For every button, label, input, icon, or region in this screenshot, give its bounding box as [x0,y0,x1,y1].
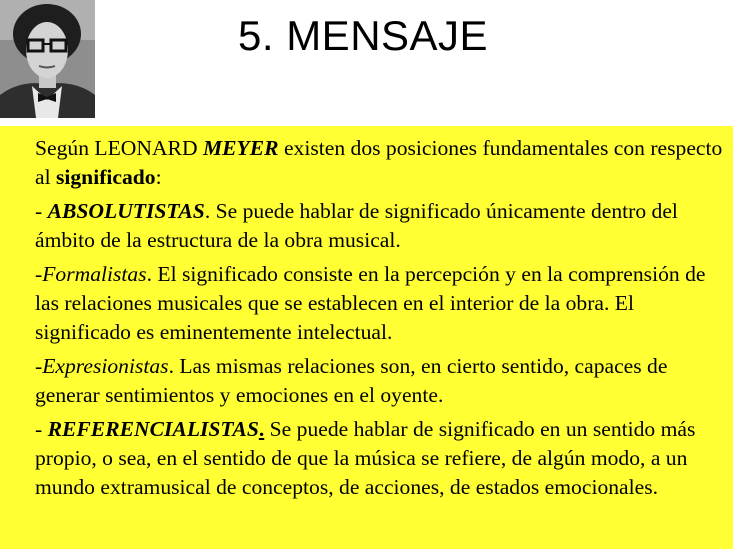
paragraph-absolutistas [35,197,723,255]
portrait-photo-icon [0,0,95,118]
paragraph-expresionistas [35,352,723,410]
term-referencialistas: REFERENCIALISTAS [47,417,259,441]
expresionistas-text: . Las mismas relaciones son, en cierto sentido, capaces de generar sentimientos y emociones en el oyente. [35,354,668,407]
formalistas-text: . El significado consiste en la percepción y en la comprensión de las relaciones musicales que se establecen en el interior de la obra. El significado es eminentemente intelectual. [35,262,706,344]
paragraph-intro [35,134,723,192]
intro-lead-text: Según LEONARD [35,136,203,160]
bullet-prefix: - [35,199,48,223]
term-absolutistas: ABSOLUTISTAS [47,199,205,223]
absolutistas-text: . Se puede hablar de significado únicamente dentro del ámbito de la estructura de la obra musical. [35,199,678,252]
referencialistas-text: Se puede hablar de significado en un sentido más propio, o sea, en el sentido de que la música se refiere, de algún modo, a un mundo extramusical de conceptos, de acciones, de estados emocionales. [35,417,696,499]
term-formalistas: Formalistas [42,262,147,286]
term-expresionistas: Expresionistas [42,354,169,378]
underlined-period: . [258,417,265,441]
bullet-prefix: - [35,354,43,378]
slide-title: 5. MENSAJE [238,12,489,59]
bullet-prefix: - [35,417,48,441]
paragraph-referencialistas [35,415,723,502]
paragraph-formalistas [35,260,723,347]
portrait-photo [0,0,95,118]
author-name: MEYER [202,136,279,160]
keyword-significado: significado [55,165,156,189]
content-box [0,126,733,549]
intro-tail-text: : [155,165,162,189]
intro-mid-text: existen dos posiciones fundamentales con respecto al [35,136,723,189]
bullet-prefix: - [35,262,43,286]
